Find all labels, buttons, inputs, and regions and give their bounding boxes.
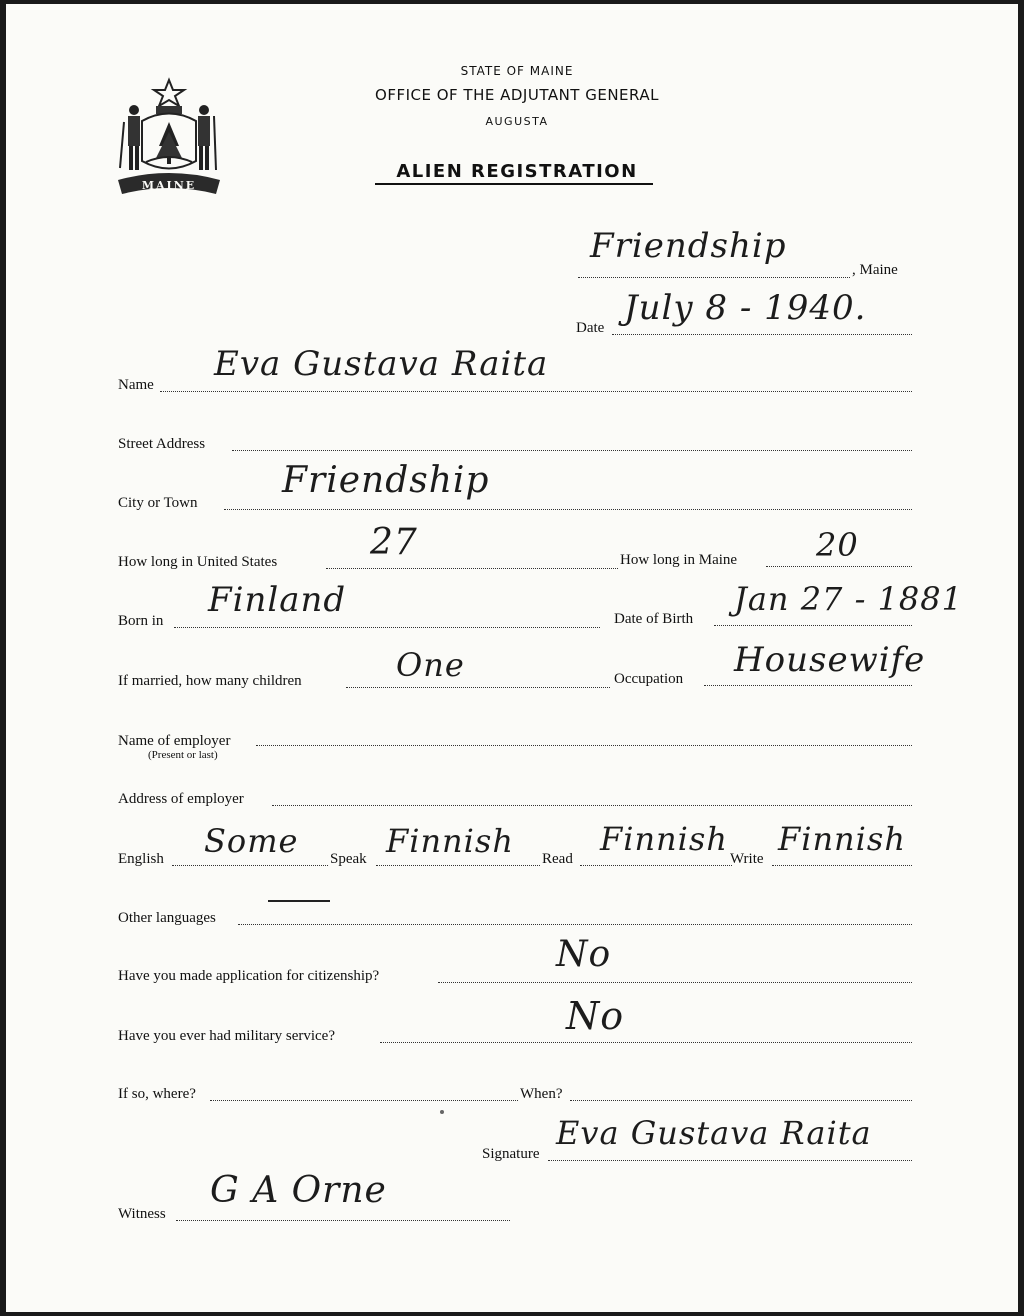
occupation-label: Occupation	[614, 671, 684, 687]
witness-line	[176, 1220, 510, 1221]
city-value: Friendship	[282, 460, 490, 501]
born-in-label: Born in	[118, 613, 164, 629]
read-value: Finnish	[600, 820, 728, 858]
speak-label: Speak	[330, 851, 367, 867]
citizenship-value: No	[556, 934, 612, 975]
date-of-birth-line	[714, 625, 912, 626]
how-long-maine-value: 20	[816, 526, 859, 564]
city-line	[224, 509, 912, 510]
employer-name-line	[256, 745, 912, 746]
where-label: If so, where?	[118, 1086, 196, 1102]
other-languages-label: Other languages	[118, 910, 216, 926]
military-value: No	[566, 994, 625, 1038]
signature-label: Signature	[482, 1146, 540, 1162]
employer-note: (Present or last)	[148, 749, 218, 761]
children-label: If married, how many children	[118, 673, 302, 689]
date-label: Date	[576, 320, 605, 336]
header-state: STATE OF MAINE	[460, 64, 574, 78]
speak-line	[376, 865, 540, 866]
children-value: One	[396, 646, 465, 684]
street-line	[232, 450, 912, 451]
date-value: July 8 - 1940.	[624, 288, 867, 328]
witness-label: Witness	[118, 1206, 166, 1222]
maine-label: , Maine	[852, 262, 898, 278]
military-line	[380, 1042, 912, 1043]
military-label: Have you ever had military service?	[118, 1028, 335, 1044]
citizenship-label: Have you made application for citizenship?	[118, 968, 380, 984]
town-line	[578, 277, 850, 278]
header-city: AUGUSTA	[485, 115, 549, 128]
born-in-value: Finland	[208, 580, 347, 620]
other-languages-dash	[268, 900, 330, 902]
where-line	[210, 1100, 518, 1101]
title-underline	[375, 183, 653, 185]
born-in-line	[174, 627, 600, 628]
english-label: English	[118, 851, 164, 867]
witness-value: G A Orne	[210, 1170, 387, 1211]
speak-value: Finnish	[386, 822, 514, 860]
name-line	[160, 391, 912, 392]
how-long-us-label: How long in United States	[118, 554, 278, 570]
name-value: Eva Gustava Raita	[214, 344, 549, 384]
children-line	[346, 687, 610, 688]
city-label: City or Town	[118, 495, 198, 511]
other-languages-line	[238, 924, 912, 925]
how-long-us-line	[326, 568, 618, 569]
employer-name-label: Name of employer	[118, 733, 231, 749]
date-of-birth-value: Jan 27 - 1881	[734, 580, 963, 618]
when-label: When?	[520, 1086, 563, 1102]
form-title: ALIEN REGISTRATION	[396, 161, 638, 182]
signature-line	[548, 1160, 912, 1161]
town-value: Friendship	[590, 226, 787, 266]
when-line	[570, 1100, 912, 1101]
how-long-maine-label: How long in Maine	[620, 552, 738, 568]
how-long-us-value: 27	[370, 522, 418, 563]
write-line	[772, 865, 912, 866]
citizenship-line	[438, 982, 912, 983]
occupation-value: Housewife	[734, 640, 926, 680]
date-line	[612, 334, 912, 335]
employer-address-line	[272, 805, 912, 806]
read-line	[580, 865, 732, 866]
date-of-birth-label: Date of Birth	[614, 611, 694, 627]
occupation-line	[704, 685, 912, 686]
english-line	[172, 865, 328, 866]
how-long-maine-line	[766, 566, 912, 567]
read-label: Read	[542, 851, 573, 867]
english-value: Some	[204, 822, 299, 860]
seal-banner-text: MAINE	[141, 179, 197, 192]
write-value: Finnish	[778, 820, 906, 858]
name-label: Name	[118, 377, 154, 393]
signature-value: Eva Gustava Raita	[556, 1114, 872, 1152]
street-label: Street Address	[118, 436, 206, 452]
employer-address-label: Address of employer	[118, 791, 244, 807]
ink-speck	[440, 1110, 444, 1114]
header-office: OFFICE OF THE ADJUTANT GENERAL	[375, 86, 659, 104]
write-label: Write	[730, 851, 764, 867]
